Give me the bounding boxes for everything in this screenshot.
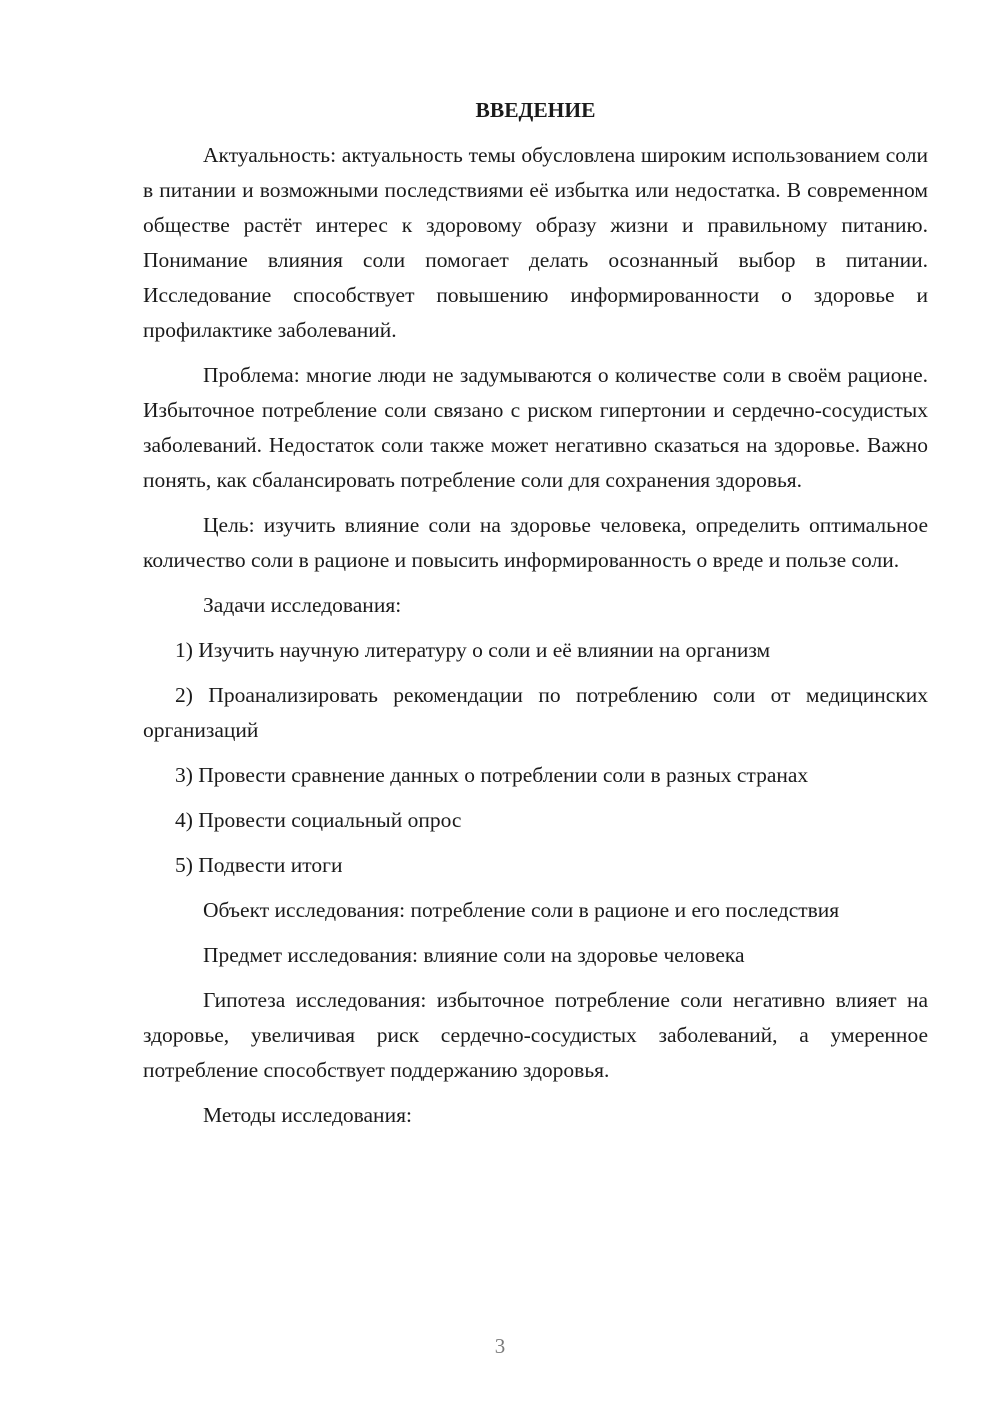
paragraph-goal: Цель: изучить влияние соли на здоровье человека, определить оптимальное количество соли в рационе и повысить информированность о вреде и пользе соли. bbox=[143, 513, 928, 572]
paragraph-problem: Проблема: многие люди не задумываются о количестве соли в своём рационе. Избыточное потребление соли связано с риском гипертонии и сердечно-сосудистых заболеваний. Недостаток соли также может негативно сказаться на здоровье. Важно понять, как сбалансировать потребление соли для сохранения здоровья. bbox=[143, 363, 928, 492]
document-page bbox=[143, 93, 928, 1143]
paragraph-subject: Предмет исследования: влияние соли на здоровье человека bbox=[203, 943, 745, 967]
task-item-3: 3) Провести сравнение данных о потреблении соли в разных странах bbox=[175, 763, 809, 787]
page-number: 3 bbox=[494, 1334, 506, 1358]
methods-heading: Методы исследования: bbox=[203, 1103, 412, 1127]
task-item-4: 4) Провести социальный опрос bbox=[175, 808, 462, 832]
task-item-5: 5) Подвести итоги bbox=[175, 853, 343, 877]
paragraph-hypothesis: Гипотеза исследования: избыточное потребление соли негативно влияет на здоровье, увеличивая риск сердечно-сосудистых заболеваний, а умеренное потребление способствует поддержанию здоровья. bbox=[143, 988, 928, 1082]
tasks-heading: Задачи исследования: bbox=[203, 593, 402, 617]
task-item-1: 1) Изучить научную литературу о соли и её влиянии на организм bbox=[175, 638, 771, 662]
task-item-2: 2) Проанализировать рекомендации по потреблению соли от медицинских организаций bbox=[143, 683, 928, 742]
paragraph-object: Объект исследования: потребление соли в рационе и его последствия bbox=[203, 898, 840, 922]
paragraph-relevance: Актуальность: актуальность темы обусловлена широким использованием соли в питании и возможными последствиями её избытка или недостатка. В современном обществе растёт интерес к здоровому образу жизни и правильному питанию. Понимание влияния соли помогает делать осознанный выбор в питании. Исследование способствует повышению информированности о здоровье и профилактике заболеваний. bbox=[143, 143, 928, 342]
section-title: ВВЕДЕНИЕ bbox=[475, 98, 596, 122]
